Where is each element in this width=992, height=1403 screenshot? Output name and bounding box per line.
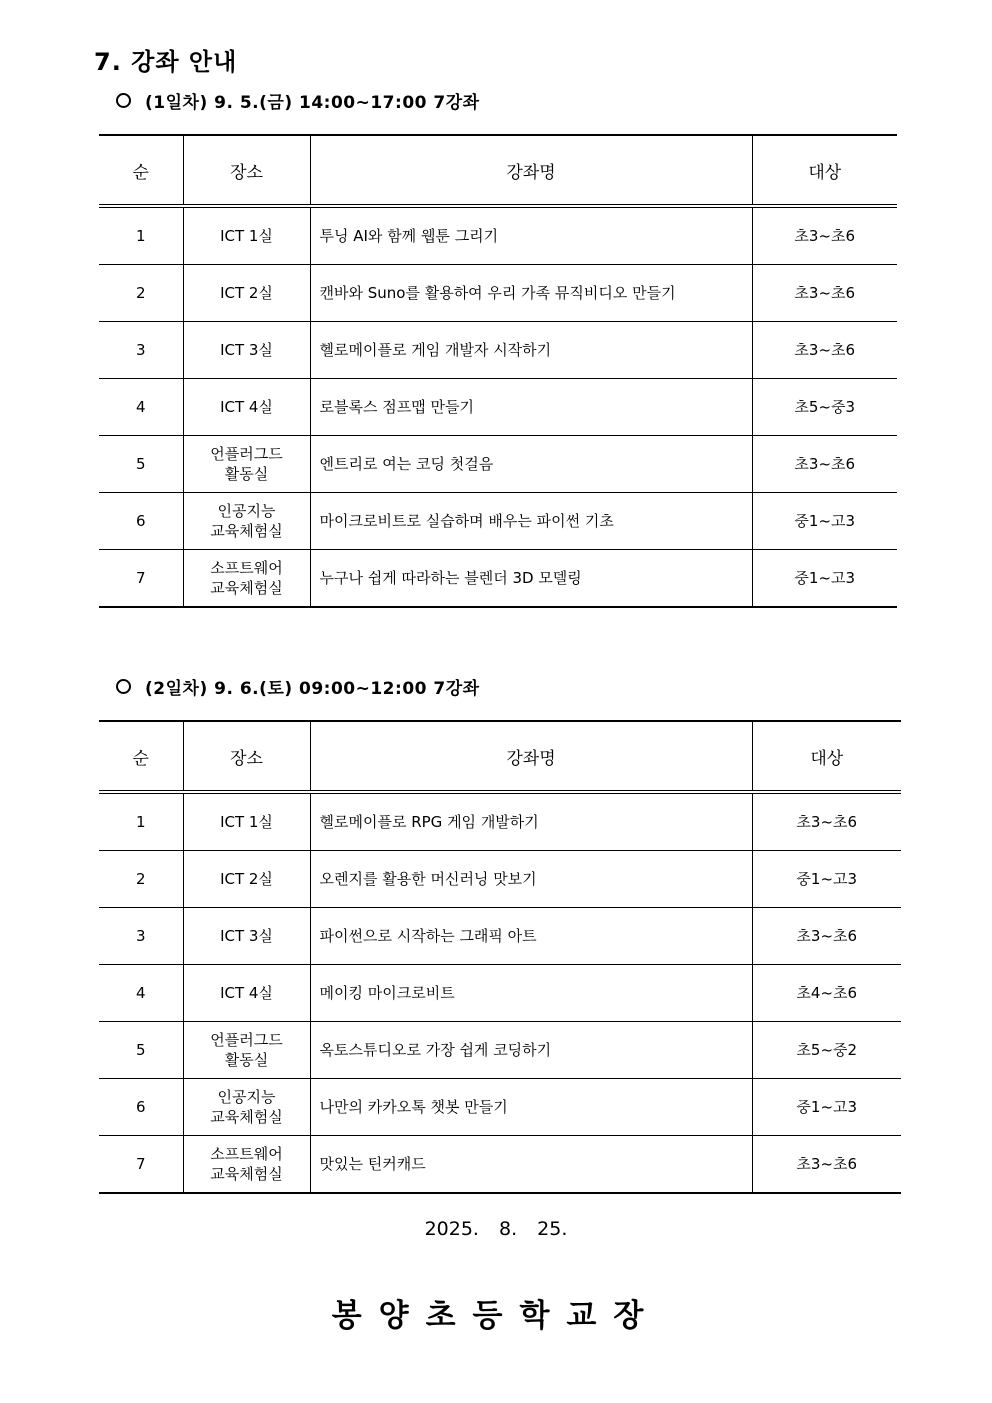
cell-no: 6 <box>99 493 183 550</box>
header-no: 순 <box>99 721 183 792</box>
cell-place: 언플러그드 활동실 <box>183 1022 310 1079</box>
header-course: 강좌명 <box>310 721 752 792</box>
cell-place: ICT 4실 <box>183 965 310 1022</box>
cell-no: 6 <box>99 1079 183 1136</box>
table-header-row <box>99 721 901 792</box>
table-row <box>99 379 897 436</box>
cell-target: 중1~고3 <box>752 1079 901 1136</box>
day2-heading-text: (2일차) 9. 6.(토) 09:00~12:00 7강좌 <box>145 679 480 699</box>
cell-target: 초3~초6 <box>752 322 897 379</box>
cell-course: 헬로메이플로 RPG 게임 개발하기 <box>310 792 752 851</box>
day2-heading <box>116 674 480 699</box>
cell-course: 누구나 쉽게 따라하는 블렌더 3D 모델링 <box>310 550 752 608</box>
cell-target: 중1~고3 <box>752 550 897 608</box>
table-row <box>99 792 901 851</box>
cell-place: 언플러그드 활동실 <box>183 436 310 493</box>
table-row <box>99 908 901 965</box>
cell-place: ICT 3실 <box>183 322 310 379</box>
table-header-row <box>99 135 897 206</box>
cell-place: ICT 4실 <box>183 379 310 436</box>
cell-no: 2 <box>99 851 183 908</box>
header-course: 강좌명 <box>310 135 752 206</box>
table-row <box>99 206 897 265</box>
header-target: 대상 <box>752 135 897 206</box>
cell-place: 소프트웨어 교육체험실 <box>183 1136 310 1194</box>
cell-course: 헬로메이플로 게임 개발자 시작하기 <box>310 322 752 379</box>
cell-target: 초5~중2 <box>752 1022 901 1079</box>
cell-no: 3 <box>99 908 183 965</box>
table-row <box>99 265 897 322</box>
cell-target: 중1~고3 <box>752 851 901 908</box>
cell-target: 초3~초6 <box>752 265 897 322</box>
cell-course: 나만의 카카오톡 챗봇 만들기 <box>310 1079 752 1136</box>
cell-target: 중1~고3 <box>752 493 897 550</box>
table-row <box>99 851 901 908</box>
table-row <box>99 436 897 493</box>
cell-course: 메이킹 마이크로비트 <box>310 965 752 1022</box>
day1-table <box>99 134 897 608</box>
cell-no: 1 <box>99 792 183 851</box>
section-title: 7. 강좌 안내 <box>94 48 238 76</box>
table-row <box>99 965 901 1022</box>
table-row <box>99 493 897 550</box>
circle-bullet-icon <box>116 93 131 108</box>
cell-course: 오렌지를 활용한 머신러닝 맛보기 <box>310 851 752 908</box>
cell-place: ICT 3실 <box>183 908 310 965</box>
cell-no: 4 <box>99 379 183 436</box>
school-name: 봉양초등학교장 <box>331 1298 661 1334</box>
cell-course: 파이썬으로 시작하는 그래픽 아트 <box>310 908 752 965</box>
cell-no: 3 <box>99 322 183 379</box>
table-row <box>99 1136 901 1194</box>
cell-no: 4 <box>99 965 183 1022</box>
cell-no: 1 <box>99 206 183 265</box>
cell-place: ICT 1실 <box>183 206 310 265</box>
cell-no: 7 <box>99 550 183 608</box>
day1-heading-text: (1일차) 9. 5.(금) 14:00~17:00 7강좌 <box>145 93 480 113</box>
cell-place: ICT 2실 <box>183 851 310 908</box>
cell-target: 초4~초6 <box>752 965 901 1022</box>
cell-target: 초3~초6 <box>752 792 901 851</box>
cell-course: 맛있는 틴커캐드 <box>310 1136 752 1194</box>
cell-target: 초5~중3 <box>752 379 897 436</box>
cell-course: 캔바와 Suno를 활용하여 우리 가족 뮤직비디오 만들기 <box>310 265 752 322</box>
cell-course: 옥토스튜디오로 가장 쉽게 코딩하기 <box>310 1022 752 1079</box>
table-row <box>99 1079 901 1136</box>
circle-bullet-icon <box>116 679 131 694</box>
cell-target: 초3~초6 <box>752 436 897 493</box>
header-no: 순 <box>99 135 183 206</box>
cell-course: 엔트리로 여는 코딩 첫걸음 <box>310 436 752 493</box>
cell-no: 7 <box>99 1136 183 1194</box>
cell-target: 초3~초6 <box>752 206 897 265</box>
cell-course: 투닝 AI와 함께 웹툰 그리기 <box>310 206 752 265</box>
table-row <box>99 1022 901 1079</box>
cell-no: 5 <box>99 436 183 493</box>
cell-place: ICT 1실 <box>183 792 310 851</box>
header-target: 대상 <box>752 721 901 792</box>
cell-course: 마이크로비트로 실습하며 배우는 파이썬 기초 <box>310 493 752 550</box>
cell-target: 초3~초6 <box>752 908 901 965</box>
table-row <box>99 322 897 379</box>
cell-target: 초3~초6 <box>752 1136 901 1194</box>
document-date: 2025. 8. 25. <box>424 1218 568 1240</box>
cell-no: 5 <box>99 1022 183 1079</box>
cell-course: 로블록스 점프맵 만들기 <box>310 379 752 436</box>
table-row <box>99 550 897 608</box>
cell-place: 인공지능 교육체험실 <box>183 493 310 550</box>
header-place: 장소 <box>183 721 310 792</box>
day1-heading <box>116 88 480 113</box>
day2-table <box>99 720 901 1194</box>
header-place: 장소 <box>183 135 310 206</box>
cell-no: 2 <box>99 265 183 322</box>
cell-place: 소프트웨어 교육체험실 <box>183 550 310 608</box>
cell-place: ICT 2실 <box>183 265 310 322</box>
cell-place: 인공지능 교육체험실 <box>183 1079 310 1136</box>
